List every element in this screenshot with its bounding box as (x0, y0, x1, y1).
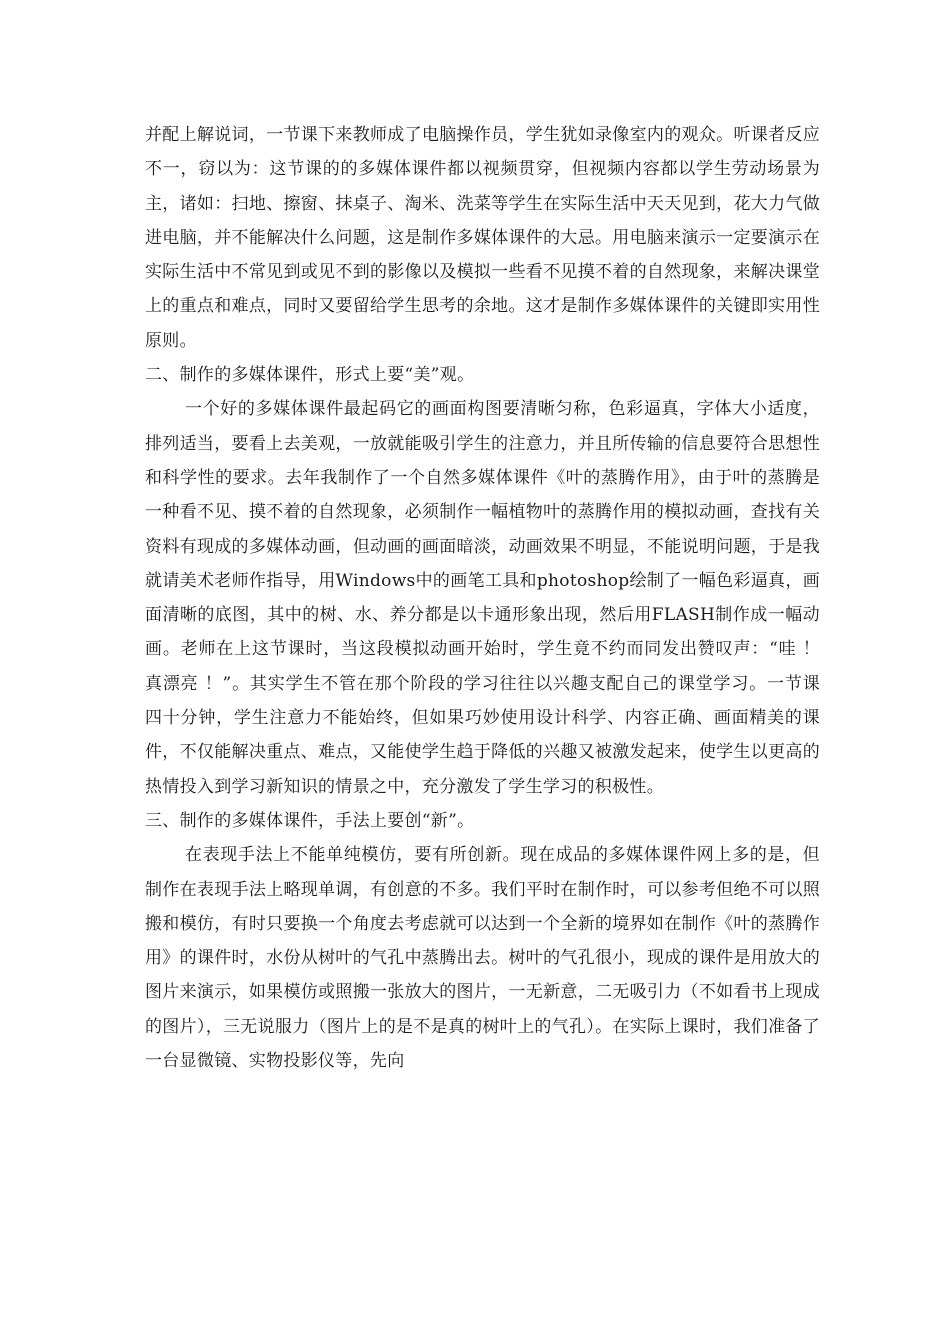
body-paragraph: 一个好的多媒体课件最起码它的画面构图要清晰匀称，色彩逼真，字体大小适度，排列适当，要看上去美观，一放就能吸引学生的注意力，并且所传输的信息要符合思想性和科学性的要求。去年我制作了一个自然多媒体课件《叶的蒸腾作用》，由于叶的蒸腾是一种看不见、摸不着的自然现象，必须制作一幅植物叶的蒸腾作用的模拟动画，查找有关资料有现成的多媒体动画，但动画的画面暗淡，动画效果不明显，不能说明问题，于是我就请美术老师作指导，用Windows中的画笔工具和photoshop绘制了一幅色彩逼真，画面清晰的底图，其中的树、水、养分都是以卡通形象出现，然后用FLASH制作成一幅动画。老师在上这节课时，当这段模拟动画开始时，学生竟不约而同发出赞叹声：“哇 ！ 真漂亮 ！”。其实学生不管在那个阶段的学习往往以兴趣支配自己的课堂学习。一节课 四十分钟，学生注意力不能始终，但如果巧妙使用设计科学、内容正确、画面精美的课件，不仅能解决重点、难点，又能使学生趋于降低的兴趣又被激发起来，使学生以更高的热情投入到学习新知识的情景之中，充分激发了学生学习的积极性。 (145, 399, 820, 797)
section-heading: 二、制作的多媒体课件，形式上要“美”观。 (145, 365, 475, 386)
section-heading: 三、制作的多媒体课件，手法上要创“新”。 (145, 810, 475, 831)
body-paragraph: 并配上解说词，一节课下来教师成了电脑操作员，学生犹如录像室内的观众。听课者反应不一，窃以为：这节课的的多媒体课件都以视频贯穿，但视频内容都以学生劳动场景为主，诸如：扫地、擦窗、抹桌子、淘米、洗菜等学生在实际生活中天天见到，花大力气做进电脑，并不能解决什么问题，这是制作多媒体课件的大忌。用电脑来演示一定要演示在实际生活中不常见到或见不到的影像以及模拟一些看不见摸不着的自然现象，来解决课堂上的重点和难点，同时又要留给学生思考的余地。这才是制作多媒体课件的关键即实用性原则。 (145, 125, 820, 351)
body-paragraph: 在表现手法上不能单纯模仿，要有所创新。现在成品的多媒体课件网上多的是，但制作在表现手法上略现单调，有创意的不多。我们平时在制作时，可以参考但绝不可以照搬和模仿，有时只要换一个角度去考虑就可以达到一个全新的境界如在制作《叶的蒸腾作用》的课件时，水份从树叶的气孔中蒸腾出去。树叶的气孔很小，现成的课件是用放大的图片来演示，如果模仿或照搬一张放大的图片，一无新意，二无吸引力（不如看书上现成的图片），三无说服力（图片上的是不是真的树叶上的气孔）。在实际上课时，我们准备了一台显微镜、实物投影仪等，先向 (145, 845, 820, 1072)
document-page (145, 118, 820, 1078)
